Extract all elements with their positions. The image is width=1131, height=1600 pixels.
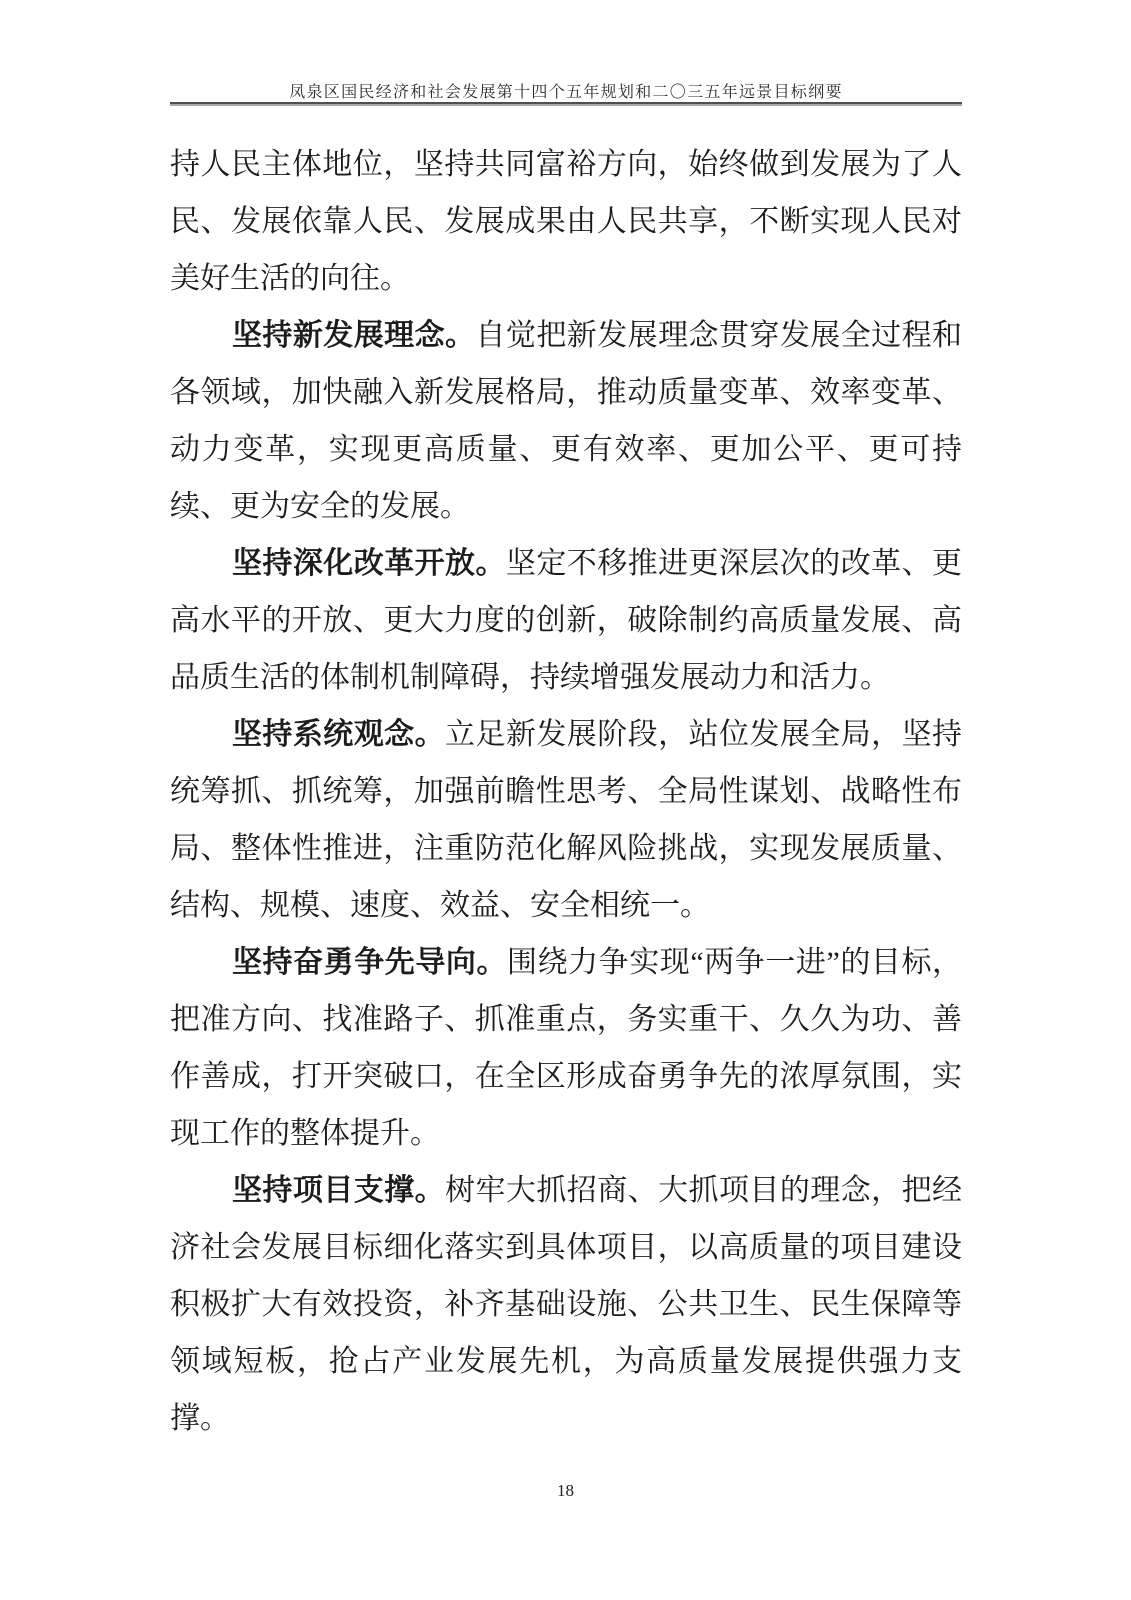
paragraph-text: 持人民主体地位，坚持共同富裕方向，始终做到发展为了人民、发展依靠人民、发展成果由人民共享，不断实现人民对美好生活的向往。 [170,148,962,295]
paragraph [170,535,962,706]
paragraph-text: 自觉把新发展理念贯穿发展全过程和各领域，加快融入新发展格局，推动质量变革、效率变革、动力变革，实现更高质量、更有效率、更加公平、更可持续、更为安全的发展。 [170,319,963,523]
paragraph-lead: 坚持新发展理念。 [232,319,476,352]
paragraph-lead: 坚持深化改革开放。 [232,547,506,580]
paragraph [170,307,962,535]
header-title: 凤泉区国民经济和社会发展第十四个五年规划和二〇三五年远景目标纲要 [289,84,843,101]
paragraph-text: 坚定不移推进更深层次的改革、更高水平的开放、更大力度的创新，破除制约高质量发展、高品质生活的体制机制障碍，持续增强发展动力和活力。 [170,547,963,694]
paragraph-text: 立足新发展阶段，站位发展全局，坚持统筹抓、抓统筹，加强前瞻性思考、全局性谋划、战略性布局、整体性推进，注重防范化解风险挑战，实现发展质量、结构、规模、速度、效益、安全相统一。 [170,718,963,922]
paragraph-text: 树牢大抓招商、大抓项目的理念，把经济社会发展目标细化落实到具体项目，以高质量的项目建设积极扩大有效投资，补齐基础设施、公共卫生、民生保障等领域短板，抢占产业发展先机，为高质量发展提供强力支撑。 [170,1174,963,1435]
paragraph-text: 围绕力争实现“两争一进”的目标，把准方向、找准路子、抓准重点，务实重干、久久为功、善作善成，打开突破口，在全区形成奋勇争先的浓厚氛围，实现工作的整体提升。 [170,946,962,1150]
paragraph-lead: 坚持项目支撑。 [232,1174,446,1207]
document-body [170,136,962,1447]
paragraph-lead: 坚持系统观念。 [232,718,446,751]
paragraph [170,934,962,1162]
paragraph [170,706,962,934]
page-number: 18 [557,1481,574,1500]
paragraph [170,1162,962,1447]
paragraph-lead: 坚持奋勇争先导向。 [232,946,508,979]
paragraph [170,136,962,307]
header-rule [170,102,962,106]
page-header [170,79,962,102]
